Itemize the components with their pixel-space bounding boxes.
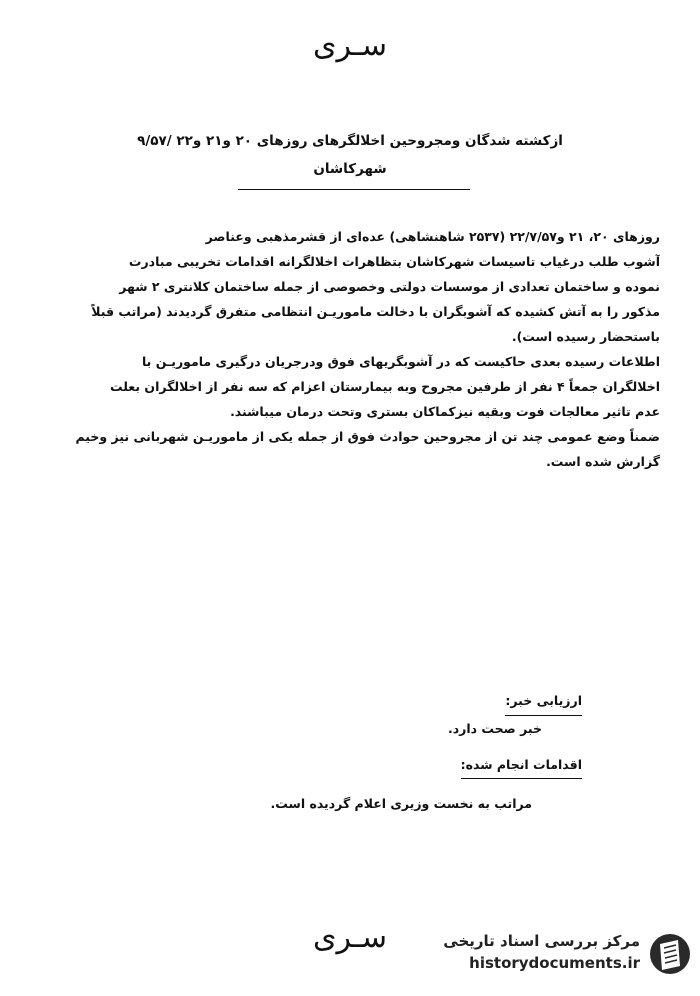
body-line: اطلاعات رسیده بعدی حاکیست که در آشوبگریهای فوق ودرجریان درگیری ماموریـن با (141, 354, 660, 369)
heading-underline (238, 189, 470, 190)
archive-name: مرکز بررسی اسناد تاریخی (443, 932, 640, 950)
evaluation-text: خبر صحت دارد. (448, 721, 542, 736)
body-line: باستحضار رسیده است). (511, 329, 660, 344)
body-line: گزارش شده است. (546, 454, 660, 469)
actions-text: مراتب به نخست وزیری اعلام گردیده است. (270, 796, 532, 811)
classification-mark-top: سـری (313, 28, 387, 63)
actions-label: اقدامات انجام شده: (461, 752, 582, 779)
report-body (38, 224, 660, 474)
body-line: اخلالگران جمعاً ۴ نفر از طرفین مجروح وبه بیمارستان اعزام که سه نفر از اخلالگران بعلت (109, 379, 660, 394)
actions-section (271, 752, 582, 817)
body-line: مذکور را به آتش کشیده که آشوبگران با دخالت ماموریـن انتظامی متفرق گردیدند (مراتب قبلاً (91, 304, 660, 319)
document-subheading: شهرکاشان (313, 161, 387, 177)
evaluation-section (448, 688, 582, 742)
body-line: آشوب طلب درغیاب تاسیسات شهرکاشان بتظاهرات اخلالگرانه اقدامات تخریبی مبادرت (128, 254, 660, 269)
body-line: نموده و ساختمان تعدادی از موسسات دولتی وخصوصی از جمله ساختمان کلانتری ۲ شهر (119, 279, 660, 294)
body-line: ضمناً وضع عمومی چند تن از مجروحین حوادث فوق از جمله یکی از ماموریـن شهربانی نیز وخیم (75, 429, 660, 444)
document-heading: ازکشته شدگان ومجروحین اخلالگرهای روزهای ۲۰ و۲۱ و۲۲ /۹/۵۷ (137, 133, 563, 149)
archive-url: historydocuments.ir (469, 954, 640, 972)
body-line: روزهای ۲۰، ۲۱ و۲۲/۷/۵۷ (۲۵۳۷ شاهنشاهی) عده‌ای از قشرمذهبی وعناصر (205, 229, 660, 244)
classification-mark-bottom: سـری (313, 920, 387, 955)
body-line: عدم تاثیر معالجات فوت وبقیه نیزکماکان بستری وتحت درمان میباشند. (230, 404, 660, 419)
archive-logo-icon (648, 930, 692, 978)
evaluation-label: ارزیابی خبر: (505, 688, 582, 716)
archive-watermark (430, 930, 692, 980)
